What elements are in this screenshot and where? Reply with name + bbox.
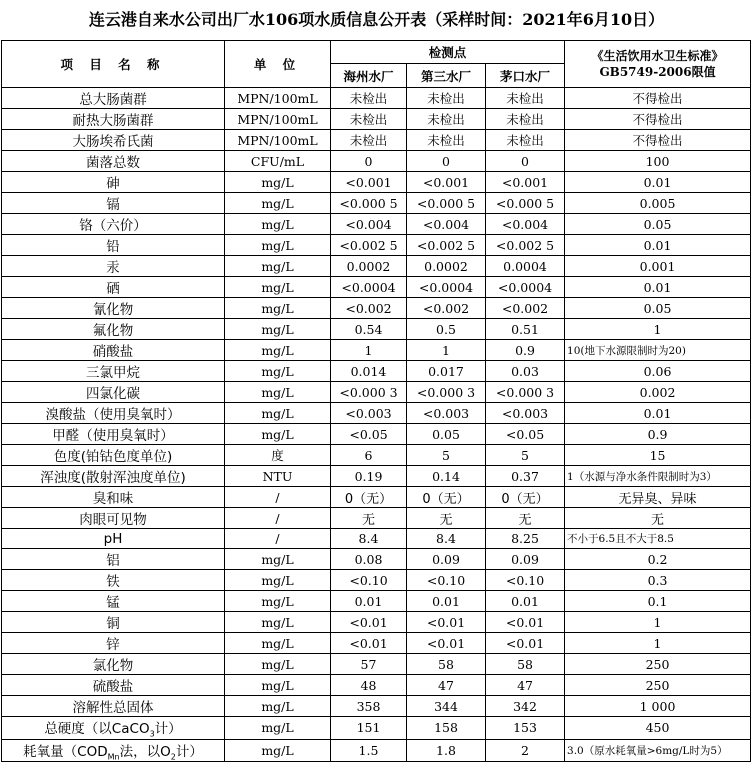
header-site-third: 第三水厂	[407, 64, 486, 88]
standard-limit: 0.01	[565, 172, 751, 193]
param-name: 氯化物	[2, 654, 225, 675]
value-haizhou: 0.54	[331, 319, 407, 340]
param-name: 铅	[2, 235, 225, 256]
value-haizhou: 0.01	[331, 591, 407, 612]
param-name: 砷	[2, 172, 225, 193]
value-maokou: <0.001	[486, 172, 565, 193]
standard-limit: 15	[565, 445, 751, 466]
value-third: 0.05	[407, 424, 486, 445]
value-third: 0.01	[407, 591, 486, 612]
param-name: 四氯化碳	[2, 382, 225, 403]
table-row	[2, 633, 751, 654]
param-unit: mg/L	[225, 340, 331, 361]
value-maokou: 153	[486, 717, 565, 740]
value-maokou: <0.0004	[486, 277, 565, 298]
standard-limit: 1	[565, 319, 751, 340]
table-row	[2, 298, 751, 319]
value-haizhou: <0.004	[331, 214, 407, 235]
table-row	[2, 235, 751, 256]
param-name: 锌	[2, 633, 225, 654]
value-haizhou: <0.01	[331, 633, 407, 654]
value-maokou: 0.9	[486, 340, 565, 361]
value-maokou: 0.09	[486, 549, 565, 570]
value-haizhou: 48	[331, 675, 407, 696]
table-row	[2, 172, 751, 193]
value-haizhou: 未检出	[331, 109, 407, 130]
table-row	[2, 487, 751, 508]
table-body	[2, 88, 751, 762]
param-unit: mg/L	[225, 549, 331, 570]
value-haizhou: 0	[331, 151, 407, 172]
value-maokou: <0.000 3	[486, 382, 565, 403]
table-row	[2, 109, 751, 130]
param-unit: 度	[225, 445, 331, 466]
param-unit: mg/L	[225, 570, 331, 591]
table-row	[2, 654, 751, 675]
value-third: 0	[407, 151, 486, 172]
table-row	[2, 319, 751, 340]
value-haizhou: <0.002	[331, 298, 407, 319]
param-unit: mg/L	[225, 193, 331, 214]
value-maokou: 0	[486, 151, 565, 172]
standard-limit: 250	[565, 654, 751, 675]
value-haizhou: 57	[331, 654, 407, 675]
standard-limit: 1 000	[565, 696, 751, 717]
value-maokou: 0.51	[486, 319, 565, 340]
value-maokou: <0.002	[486, 298, 565, 319]
value-third: 158	[407, 717, 486, 740]
param-name: 溶解性总固体	[2, 696, 225, 717]
table-row	[2, 193, 751, 214]
param-name: 甲醛（使用臭氧时）	[2, 424, 225, 445]
value-maokou: 无	[486, 508, 565, 529]
standard-limit: 不小于6.5且不大于8.5	[565, 529, 751, 549]
standard-limit: 100	[565, 151, 751, 172]
value-third: 未检出	[407, 88, 486, 109]
value-haizhou: 未检出	[331, 130, 407, 151]
header-site-haizhou: 海州水厂	[331, 64, 407, 88]
page-title: 连云港自来水公司出厂水106项水质信息公开表（采样时间：2021年6月10日）	[88, 10, 665, 29]
standard-limit: 0.05	[565, 214, 751, 235]
value-third: <0.000 3	[407, 382, 486, 403]
value-maokou: 342	[486, 696, 565, 717]
value-third: <0.000 5	[407, 193, 486, 214]
standard-limit: 0.01	[565, 277, 751, 298]
param-name: 硒	[2, 277, 225, 298]
value-haizhou: <0.003	[331, 403, 407, 424]
param-name: 氰化物	[2, 298, 225, 319]
param-unit: mg/L	[225, 235, 331, 256]
table-row	[2, 529, 751, 549]
table-row	[2, 340, 751, 361]
value-maokou: 未检出	[486, 88, 565, 109]
value-third: 47	[407, 675, 486, 696]
param-name: 汞	[2, 256, 225, 277]
param-name: 锰	[2, 591, 225, 612]
param-name: 臭和味	[2, 487, 225, 508]
param-unit: mg/L	[225, 382, 331, 403]
standard-limit: 不得检出	[565, 130, 751, 151]
table-row	[2, 739, 751, 762]
standard-limit: 1	[565, 612, 751, 633]
param-unit: mg/L	[225, 172, 331, 193]
value-maokou: 未检出	[486, 130, 565, 151]
param-unit: MPN/100mL	[225, 88, 331, 109]
param-unit: /	[225, 508, 331, 529]
param-unit: mg/L	[225, 424, 331, 445]
value-third: <0.002	[407, 298, 486, 319]
standard-limit: 不得检出	[565, 109, 751, 130]
value-maokou: <0.000 5	[486, 193, 565, 214]
param-name: 大肠埃希氏菌	[2, 130, 225, 151]
header-site-maokou: 茅口水厂	[486, 64, 565, 88]
value-maokou: <0.002 5	[486, 235, 565, 256]
value-maokou: 47	[486, 675, 565, 696]
param-name: 三氯甲烷	[2, 361, 225, 382]
standard-limit: 10(地下水源限制时为20)	[565, 340, 751, 361]
header-unit: 单 位	[225, 41, 331, 88]
param-unit: mg/L	[225, 612, 331, 633]
table-row	[2, 277, 751, 298]
standard-limit: 3.0（原水耗氧量>6mg/L时为5）	[565, 739, 751, 762]
standard-limit: 无	[565, 508, 751, 529]
param-unit: mg/L	[225, 633, 331, 654]
header-sites-group: 检测点	[331, 41, 565, 64]
standard-limit: 0.9	[565, 424, 751, 445]
value-maokou: 0.03	[486, 361, 565, 382]
standard-limit: 0.01	[565, 403, 751, 424]
param-unit: mg/L	[225, 717, 331, 740]
value-maokou: 8.25	[486, 529, 565, 549]
value-haizhou: 0.19	[331, 466, 407, 487]
value-maokou: 2	[486, 739, 565, 762]
standard-limit: 0.1	[565, 591, 751, 612]
value-third: 无	[407, 508, 486, 529]
table-row	[2, 424, 751, 445]
value-third: 未检出	[407, 109, 486, 130]
standard-limit: 0.2	[565, 549, 751, 570]
table-row	[2, 403, 751, 424]
table-row	[2, 445, 751, 466]
value-haizhou: 1.5	[331, 739, 407, 762]
value-haizhou: 未检出	[331, 88, 407, 109]
param-unit: mg/L	[225, 403, 331, 424]
value-haizhou: <0.000 5	[331, 193, 407, 214]
standard-limit: 1	[565, 633, 751, 654]
param-name: 耗氧量（$COD_{Mn}$法，以$O_2$计）	[2, 739, 225, 762]
table-row	[2, 508, 751, 529]
param-unit: mg/L	[225, 277, 331, 298]
param-name: 铁	[2, 570, 225, 591]
param-name: 镉	[2, 193, 225, 214]
value-third: <0.001	[407, 172, 486, 193]
value-haizhou: 1	[331, 340, 407, 361]
value-third: <0.002 5	[407, 235, 486, 256]
standard-limit: 0.002	[565, 382, 751, 403]
param-unit: CFU/mL	[225, 151, 331, 172]
value-third: <0.01	[407, 612, 486, 633]
value-third: <0.01	[407, 633, 486, 654]
param-unit: mg/L	[225, 319, 331, 340]
param-unit: mg/L	[225, 739, 331, 762]
table-row	[2, 256, 751, 277]
value-third: 0.14	[407, 466, 486, 487]
table-row	[2, 130, 751, 151]
value-maokou: 58	[486, 654, 565, 675]
standard-limit: 0.005	[565, 193, 751, 214]
standard-limit: 0.01	[565, 235, 751, 256]
param-unit: NTU	[225, 466, 331, 487]
table-row	[2, 591, 751, 612]
standard-limit: 0.3	[565, 570, 751, 591]
value-third: 58	[407, 654, 486, 675]
value-maokou: 0.01	[486, 591, 565, 612]
value-haizhou: 无	[331, 508, 407, 529]
value-third: 0（无）	[407, 487, 486, 508]
value-third: 0.09	[407, 549, 486, 570]
value-third: 1.8	[407, 739, 486, 762]
value-haizhou: <0.05	[331, 424, 407, 445]
table-row	[2, 549, 751, 570]
standard-limit: 0.06	[565, 361, 751, 382]
value-haizhou: 358	[331, 696, 407, 717]
value-haizhou: 6	[331, 445, 407, 466]
value-third: 0.017	[407, 361, 486, 382]
value-third: 0.0002	[407, 256, 486, 277]
value-maokou: <0.10	[486, 570, 565, 591]
table-row	[2, 214, 751, 235]
table-row	[2, 612, 751, 633]
value-maokou: <0.003	[486, 403, 565, 424]
value-maokou: 0.37	[486, 466, 565, 487]
table-row	[2, 88, 751, 109]
value-haizhou: <0.01	[331, 612, 407, 633]
param-unit: mg/L	[225, 675, 331, 696]
param-unit: mg/L	[225, 696, 331, 717]
value-haizhou: 0.0002	[331, 256, 407, 277]
value-haizhou: 0（无）	[331, 487, 407, 508]
table-row	[2, 361, 751, 382]
param-unit: mg/L	[225, 256, 331, 277]
param-unit: mg/L	[225, 298, 331, 319]
table-row	[2, 570, 751, 591]
value-maokou: 0（无）	[486, 487, 565, 508]
param-unit: MPN/100mL	[225, 109, 331, 130]
param-name: 铝	[2, 549, 225, 570]
header-item-name: 项 目 名 称	[2, 41, 225, 88]
param-unit: mg/L	[225, 214, 331, 235]
header-standard	[565, 41, 751, 88]
value-third: <0.10	[407, 570, 486, 591]
param-unit: MPN/100mL	[225, 130, 331, 151]
table-row	[2, 466, 751, 487]
table-row	[2, 382, 751, 403]
standard-limit: 450	[565, 717, 751, 740]
value-haizhou: <0.002 5	[331, 235, 407, 256]
value-haizhou: 8.4	[331, 529, 407, 549]
value-haizhou: <0.10	[331, 570, 407, 591]
param-name: 色度(铂钴色度单位)	[2, 445, 225, 466]
value-haizhou: <0.001	[331, 172, 407, 193]
param-name: 耐热大肠菌群	[2, 109, 225, 130]
table-row	[2, 696, 751, 717]
value-third: <0.004	[407, 214, 486, 235]
standard-limit: 无异臭、异味	[565, 487, 751, 508]
value-third: 8.4	[407, 529, 486, 549]
header-standard-line2: GB5749-2006限值	[599, 65, 716, 79]
param-unit: mg/L	[225, 361, 331, 382]
table-row	[2, 675, 751, 696]
value-haizhou: 0.014	[331, 361, 407, 382]
value-maokou: <0.05	[486, 424, 565, 445]
standard-limit: 0.05	[565, 298, 751, 319]
table-row	[2, 151, 751, 172]
value-third: 344	[407, 696, 486, 717]
param-name: 铜	[2, 612, 225, 633]
param-name: 肉眼可见物	[2, 508, 225, 529]
value-third: <0.003	[407, 403, 486, 424]
param-name: 菌落总数	[2, 151, 225, 172]
value-maokou: 5	[486, 445, 565, 466]
header-standard-line1: 《生活饮用水卫生标准》	[591, 49, 724, 63]
standard-limit: 不得检出	[565, 88, 751, 109]
value-third: <0.0004	[407, 277, 486, 298]
value-maokou: <0.004	[486, 214, 565, 235]
param-name: pH	[2, 529, 225, 549]
param-unit: /	[225, 487, 331, 508]
param-name: 浑浊度(散射浑浊度单位)	[2, 466, 225, 487]
value-maokou: 0.0004	[486, 256, 565, 277]
param-name: 总硬度（以CaCO$_3$计）	[2, 717, 225, 740]
param-name: 总大肠菌群	[2, 88, 225, 109]
value-haizhou: 151	[331, 717, 407, 740]
param-name: 硝酸盐	[2, 340, 225, 361]
value-maokou: 未检出	[486, 109, 565, 130]
param-name: 溴酸盐（使用臭氧时）	[2, 403, 225, 424]
param-name: 铬（六价）	[2, 214, 225, 235]
param-unit: mg/L	[225, 654, 331, 675]
standard-limit: 250	[565, 675, 751, 696]
standard-limit: 0.001	[565, 256, 751, 277]
value-maokou: <0.01	[486, 612, 565, 633]
param-unit: /	[225, 529, 331, 549]
value-haizhou: <0.0004	[331, 277, 407, 298]
value-third: 0.5	[407, 319, 486, 340]
param-name: 氟化物	[2, 319, 225, 340]
param-unit: mg/L	[225, 591, 331, 612]
water-quality-table	[1, 40, 751, 762]
standard-limit: 1（水源与净水条件限制时为3）	[565, 466, 751, 487]
value-maokou: <0.01	[486, 633, 565, 654]
value-third: 5	[407, 445, 486, 466]
value-third: 未检出	[407, 130, 486, 151]
param-name: 硫酸盐	[2, 675, 225, 696]
value-haizhou: 0.08	[331, 549, 407, 570]
value-haizhou: <0.000 3	[331, 382, 407, 403]
value-third: 1	[407, 340, 486, 361]
